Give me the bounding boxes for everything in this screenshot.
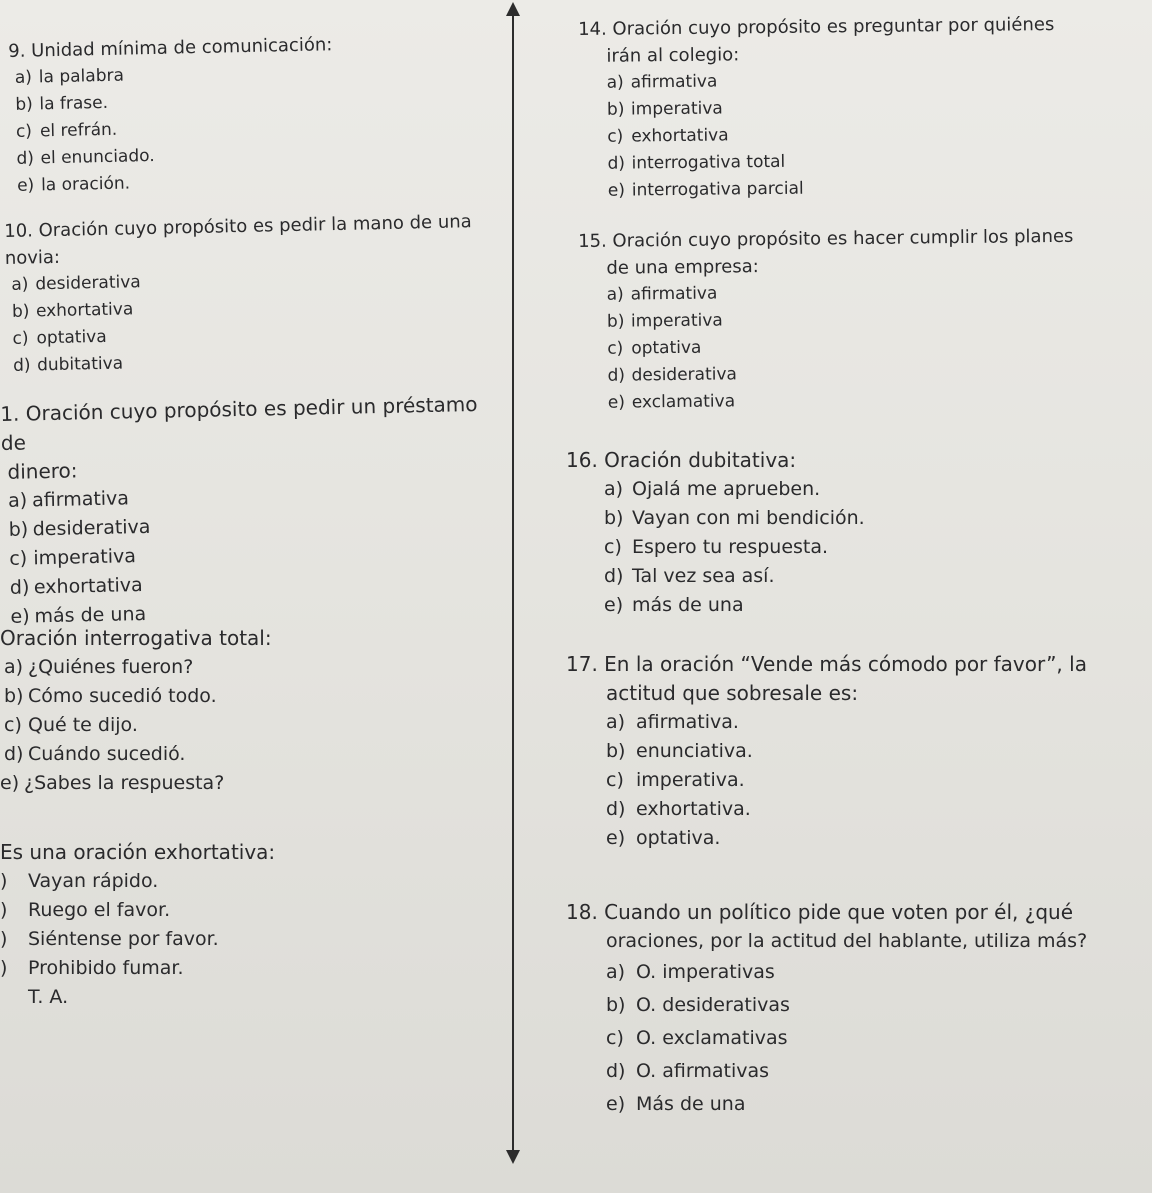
option-d[interactable]: d) dubitativa [12, 353, 124, 376]
option-b[interactable]: b) la frase. [15, 92, 109, 115]
question-stem: 16. Oración dubitativa: [566, 448, 797, 472]
question-stem: Es una oración exhortativa: [0, 840, 276, 864]
question-14 [578, 10, 1140, 205]
option-c[interactable]: c) optativa [12, 326, 107, 349]
option-c[interactable]: c) O. exclamativas [606, 1027, 788, 1049]
option-d[interactable]: d) interrogativa total [607, 151, 786, 174]
option-a[interactable]: a) Ojalá me aprueben. [604, 478, 821, 500]
question-16 [566, 446, 1126, 620]
option-b[interactable]: b) Cómo sucedió todo. [4, 685, 217, 707]
column-divider-line [512, 14, 514, 1160]
question-13 [0, 838, 500, 1012]
option-d[interactable]: d) el enunciado. [16, 145, 155, 169]
option-d[interactable]: d) Cuándo sucedió. [4, 743, 186, 765]
option-e[interactable]: e) interrogativa parcial [607, 178, 804, 201]
question-9 [8, 28, 491, 200]
question-stem-line-2: de una empresa: [606, 256, 759, 279]
question-stem: Oración interrogativa total: [0, 626, 272, 650]
option-b[interactable]: b) desiderativa [8, 515, 151, 541]
option-d[interactable]: d) exhortativa. [606, 798, 751, 820]
option-b[interactable]: b) Vayan con mi bendición. [604, 507, 865, 529]
option-d[interactable]: d) O. afirmativas [606, 1060, 770, 1082]
question-stem-line-1: 10. Oración cuyo propósito es pedir la mano de una [4, 211, 472, 242]
question-stem-line-2: oraciones, por la actitud del hablante, utiliza más? [606, 930, 1088, 952]
option-a[interactable]: a) afirmativa. [606, 711, 739, 733]
question-10 [4, 208, 502, 380]
option-b[interactable]: ) Ruego el favor. [0, 899, 171, 921]
option-e[interactable]: e) más de una [604, 594, 744, 616]
question-stem: 9. Unidad mínima de comunicación: [8, 34, 333, 62]
question-stem-line-1: 15. Oración cuyo propósito es hacer cumplir los planes [578, 225, 1074, 252]
option-c[interactable]: c) imperativa [9, 545, 137, 570]
question-stem-line-1: 1. Oración cuyo propósito es pedir un préstamo de [0, 392, 478, 455]
arrow-down-icon [506, 1150, 520, 1164]
option-d[interactable]: d) desiderativa [607, 364, 738, 386]
option-d[interactable]: d) exhortativa [9, 574, 143, 599]
question-stem-line-2: actitud que sobresale es: [606, 681, 859, 705]
option-e[interactable]: e) ¿Sabes la respuesta? [0, 772, 225, 794]
option-c[interactable]: c) exhortativa [607, 125, 729, 147]
option-e[interactable]: e) la oración. [16, 173, 131, 196]
question-17 [566, 650, 1141, 853]
option-d[interactable]: d) Tal vez sea así. [604, 565, 775, 587]
option-b[interactable]: b) exhortativa [11, 299, 134, 322]
question-stem-line-1: 14. Oración cuyo propósito es preguntar por quiénes [578, 14, 1055, 40]
option-e[interactable]: e) más de una [10, 602, 147, 628]
question-12 [0, 624, 500, 798]
option-b[interactable]: b) O. desiderativas [606, 994, 790, 1016]
option-a[interactable]: a) ¿Quiénes fueron? [4, 656, 194, 678]
question-18 [566, 898, 1146, 1121]
option-a[interactable]: a) desiderativa [11, 272, 141, 295]
option-a[interactable]: a) O. imperativas [606, 961, 775, 983]
question-stem-line-2: novia: [4, 246, 61, 269]
option-b[interactable]: b) enunciativa. [606, 740, 753, 762]
option-c[interactable]: c) el refrán. [15, 119, 118, 142]
option-b[interactable]: b) imperativa [606, 98, 723, 120]
question-15 [578, 222, 1145, 417]
option-e[interactable]: e) exclamativa [607, 391, 736, 413]
option-c[interactable]: c) Qué te dijo. [4, 714, 138, 736]
question-stem-line-1: 17. En la oración “Vende más cómodo por favor”, la [566, 652, 1087, 676]
option-a[interactable]: a) afirmativa [7, 487, 130, 512]
option-a[interactable]: ) Vayan rápido. [0, 870, 159, 892]
option-c[interactable]: c) Espero tu respuesta. [604, 536, 829, 558]
option-e[interactable]: e) optativa. [606, 827, 721, 849]
option-e[interactable]: T. A. [28, 986, 69, 1008]
option-c[interactable]: c) imperativa. [606, 769, 745, 791]
question-stem-line-2: dinero: [7, 458, 78, 484]
option-b[interactable]: b) imperativa [606, 310, 723, 332]
option-c[interactable]: ) Siéntense por favor. [0, 928, 219, 950]
option-d[interactable]: ) Prohibido fumar. [0, 957, 184, 979]
option-a[interactable]: a) afirmativa [606, 71, 718, 93]
question-11 [0, 390, 505, 632]
question-stem-line-1: 18. Cuando un político pide que voten por él, ¿qué [566, 900, 1074, 924]
option-e[interactable]: e) Más de una [606, 1093, 746, 1115]
option-c[interactable]: c) optativa [607, 337, 702, 359]
option-a[interactable]: a) la palabra [14, 65, 125, 88]
option-a[interactable]: a) afirmativa [606, 283, 718, 305]
question-stem-line-2: irán al colegio: [606, 44, 740, 67]
